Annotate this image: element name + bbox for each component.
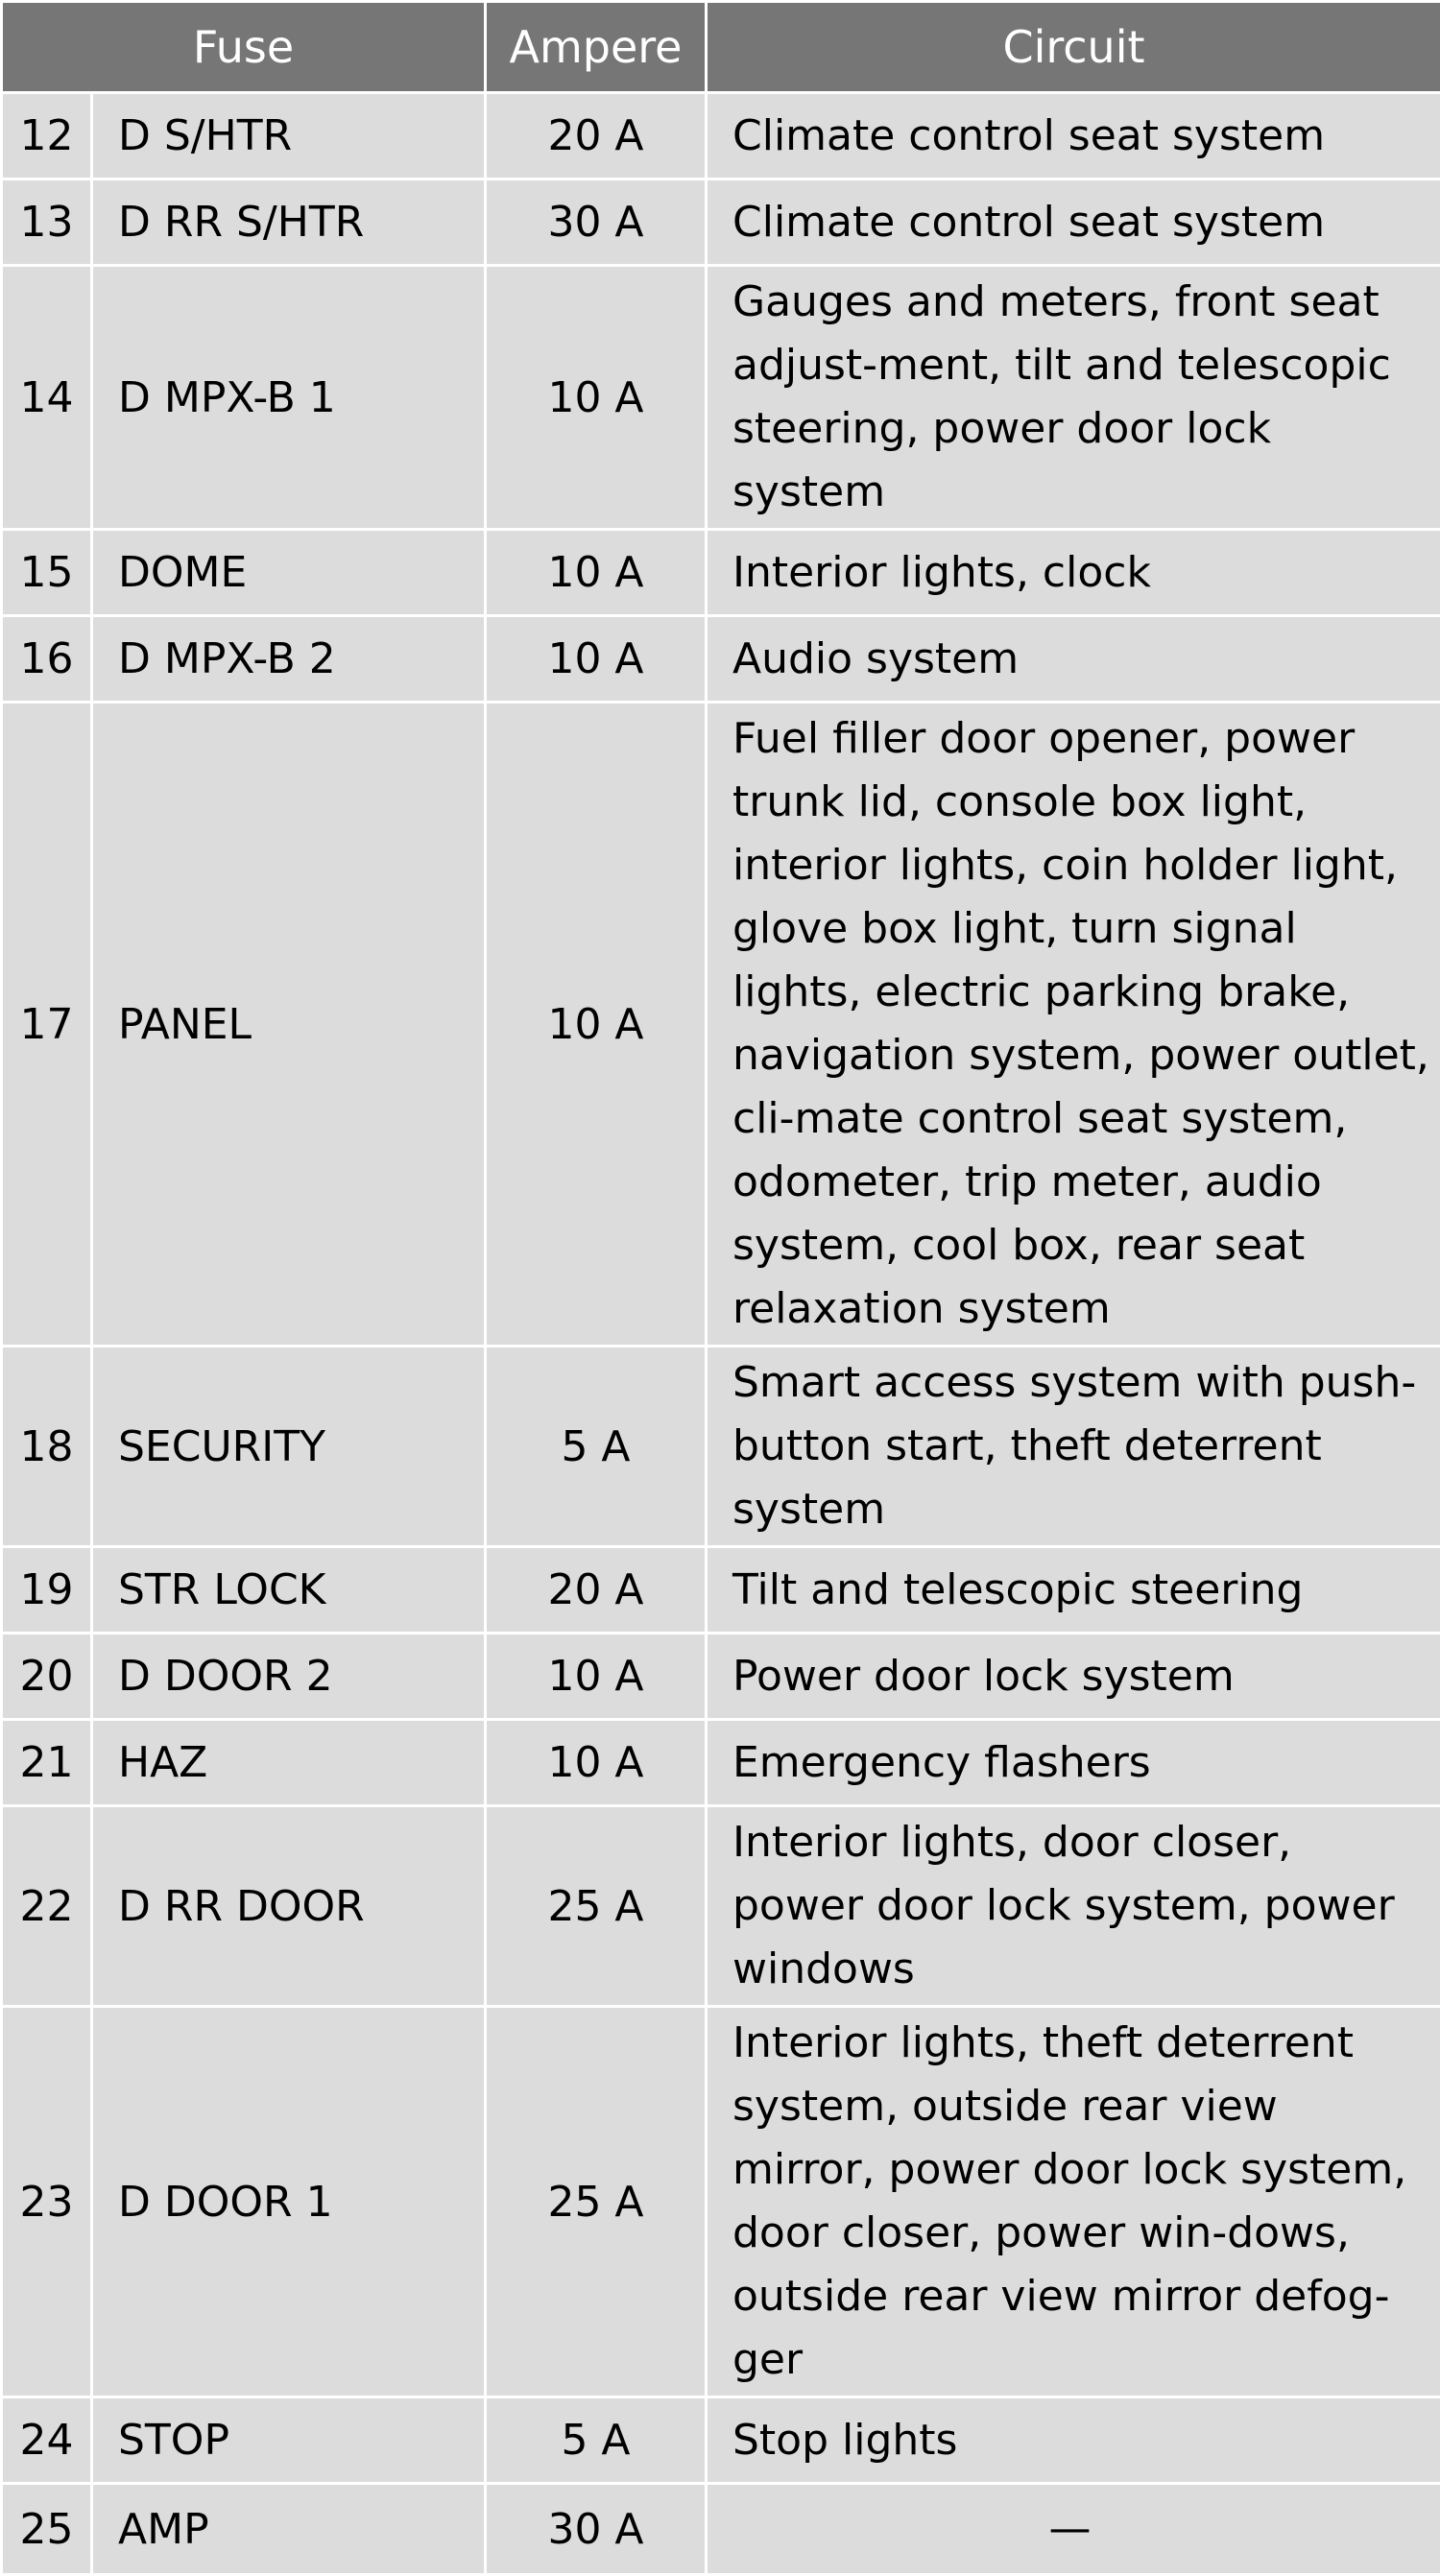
fuse-circuit: Smart access system with push-button start, theft deterrent system bbox=[707, 1347, 1440, 1547]
fuse-number: 13 bbox=[2, 179, 92, 266]
table-row bbox=[2, 616, 1440, 703]
fuse-circuit: — bbox=[707, 2484, 1440, 2575]
fuse-number: 16 bbox=[2, 616, 92, 703]
fuse-name: D DOOR 1 bbox=[92, 2007, 486, 2397]
fuse-number: 15 bbox=[2, 530, 92, 616]
fuse-name: HAZ bbox=[92, 1720, 486, 1806]
fuse-name: D RR DOOR bbox=[92, 1806, 486, 2007]
fuse-number: 14 bbox=[2, 266, 92, 530]
fuse-ampere: 10 A bbox=[486, 703, 707, 1347]
fuse-circuit: Gauges and meters, front seat adjust-ment, tilt and telescopic steering, power door lock system bbox=[707, 266, 1440, 530]
fuse-number: 25 bbox=[2, 2484, 92, 2575]
table-row bbox=[2, 2484, 1440, 2575]
fuse-ampere: 25 A bbox=[486, 1806, 707, 2007]
fuse-name: D MPX-B 2 bbox=[92, 616, 486, 703]
fuse-name: D MPX-B 1 bbox=[92, 266, 486, 530]
fuse-name: D RR S/HTR bbox=[92, 179, 486, 266]
fuse-circuit: Stop lights bbox=[707, 2397, 1440, 2484]
fuse-ampere: 5 A bbox=[486, 2397, 707, 2484]
fuse-name: D S/HTR bbox=[92, 93, 486, 179]
header-ampere: Ampere bbox=[486, 2, 707, 93]
fuse-ampere: 30 A bbox=[486, 2484, 707, 2575]
fuse-name: D DOOR 2 bbox=[92, 1634, 486, 1720]
table-row bbox=[2, 530, 1440, 616]
fuse-circuit: Interior lights, clock bbox=[707, 530, 1440, 616]
fuse-number: 19 bbox=[2, 1547, 92, 1634]
table-row bbox=[2, 703, 1440, 1347]
fuse-ampere: 10 A bbox=[486, 1720, 707, 1806]
header-circuit: Circuit bbox=[707, 2, 1440, 93]
fuse-name: PANEL bbox=[92, 703, 486, 1347]
fuse-number: 24 bbox=[2, 2397, 92, 2484]
fuse-circuit: Climate control seat system bbox=[707, 93, 1440, 179]
fuse-name: DOME bbox=[92, 530, 486, 616]
fuse-number: 18 bbox=[2, 1347, 92, 1547]
fuse-name: SECURITY bbox=[92, 1347, 486, 1547]
fuse-number: 23 bbox=[2, 2007, 92, 2397]
fuse-ampere: 10 A bbox=[486, 1634, 707, 1720]
fuse-number: 22 bbox=[2, 1806, 92, 2007]
fuse-circuit: Interior lights, door closer, power door lock system, power windows bbox=[707, 1806, 1440, 2007]
table-body bbox=[2, 93, 1440, 2575]
header-fuse: Fuse bbox=[2, 2, 486, 93]
table-row bbox=[2, 1634, 1440, 1720]
fuse-circuit: Fuel filler door opener, power trunk lid, console box light, interior lights, coin holder light, glove box light, turn signal lights, electric parking brake, navigation system, power outlet, cli-mate control seat system, odometer, trip meter, audio system, cool box, rear seat relaxation system bbox=[707, 703, 1440, 1347]
fuse-circuit: Tilt and telescopic steering bbox=[707, 1547, 1440, 1634]
fuse-ampere: 10 A bbox=[486, 616, 707, 703]
fuse-ampere: 30 A bbox=[486, 179, 707, 266]
fuse-circuit: Climate control seat system bbox=[707, 179, 1440, 266]
fuse-ampere: 25 A bbox=[486, 2007, 707, 2397]
table-row bbox=[2, 93, 1440, 179]
fuse-circuit: Power door lock system bbox=[707, 1634, 1440, 1720]
table-row bbox=[2, 2397, 1440, 2484]
fuse-ampere: 10 A bbox=[486, 530, 707, 616]
table-row bbox=[2, 1347, 1440, 1547]
table-row bbox=[2, 1720, 1440, 1806]
fuse-number: 20 bbox=[2, 1634, 92, 1720]
fuse-name: AMP bbox=[92, 2484, 486, 2575]
fuse-ampere: 20 A bbox=[486, 93, 707, 179]
fuse-circuit: Emergency flashers bbox=[707, 1720, 1440, 1806]
fuse-circuit: Audio system bbox=[707, 616, 1440, 703]
fuse-number: 17 bbox=[2, 703, 92, 1347]
table-header-row bbox=[2, 2, 1440, 93]
fuse-ampere: 5 A bbox=[486, 1347, 707, 1547]
table-row bbox=[2, 1547, 1440, 1634]
fuse-ampere: 10 A bbox=[486, 266, 707, 530]
table-row bbox=[2, 2007, 1440, 2397]
fuse-name: STOP bbox=[92, 2397, 486, 2484]
fuse-name: STR LOCK bbox=[92, 1547, 486, 1634]
fuse-number: 21 bbox=[2, 1720, 92, 1806]
table-row bbox=[2, 1806, 1440, 2007]
fuse-number: 12 bbox=[2, 93, 92, 179]
table-row bbox=[2, 266, 1440, 530]
fuse-circuit: Interior lights, theft deterrent system, outside rear view mirror, power door lock system, door closer, power win-dows, outside rear view mirror defog-ger bbox=[707, 2007, 1440, 2397]
table-row bbox=[2, 179, 1440, 266]
fuse-ampere: 20 A bbox=[486, 1547, 707, 1634]
